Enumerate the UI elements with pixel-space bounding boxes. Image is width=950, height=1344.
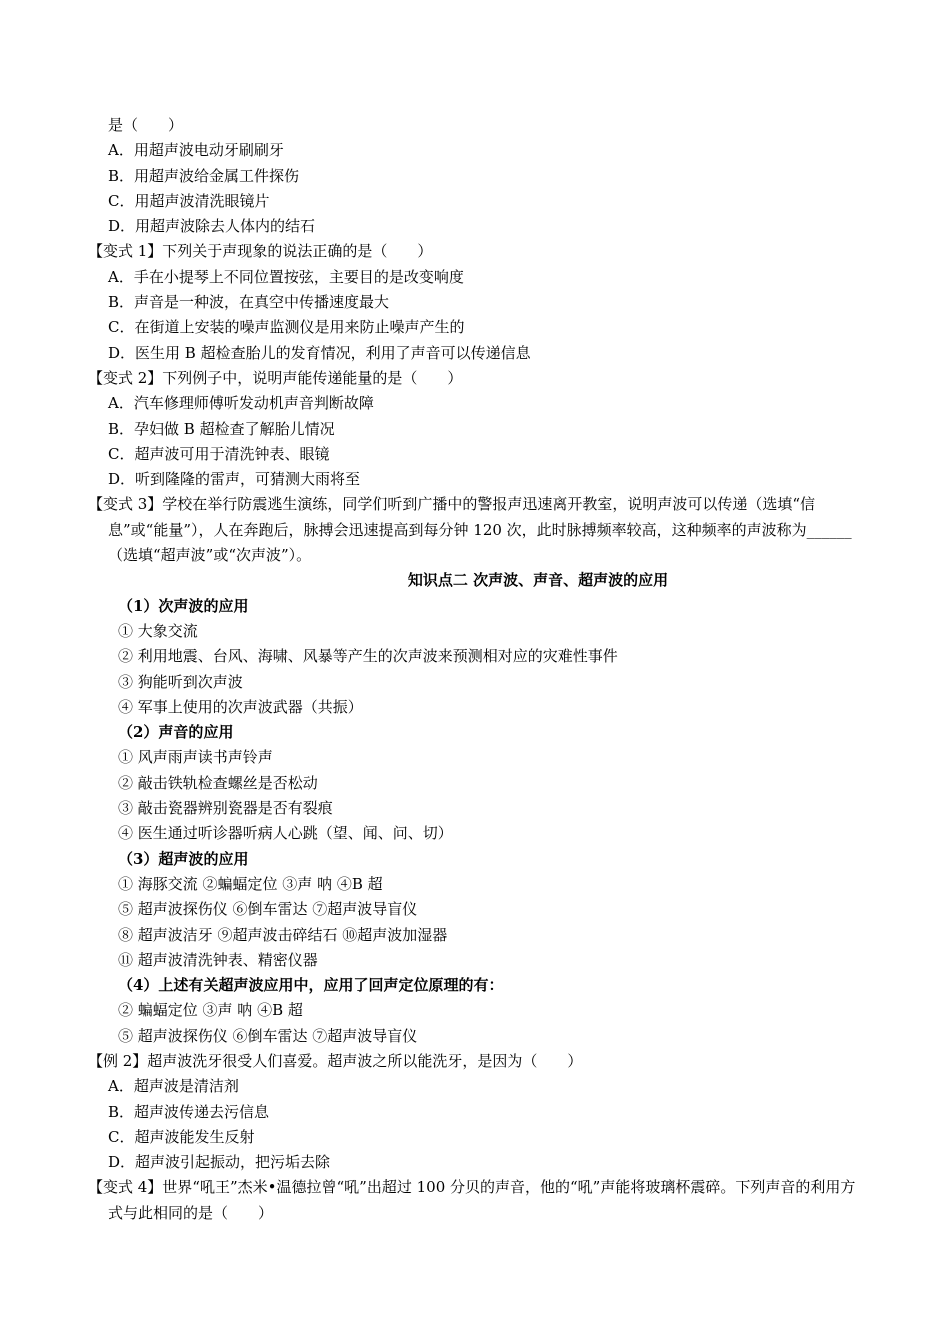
variant-2-stem: 【变式 2】下列例子中，说明声能传递能量的是（ ） [88, 368, 463, 387]
list-item: ② 敲击铁轨检查螺丝是否松动 [118, 773, 318, 792]
option-b: B．声音是一种波，在真空中传播速度最大 [108, 293, 390, 312]
variant-3-paragraph: 【变式 3】学校在举行防震逃生演练，同学们听到广播中的警报声迅速离开教室，说明声波可以传递（选填“信息”或“能量”），人在奔跑后，脉搏会迅速提高到每分钟 120 次，此时脉搏频率较高，这种频率的声波称为______（选填“超声波”或“次声波”）。 [88, 495, 852, 565]
list-item: ② 蝙蝠定位 ③声 呐 ④B 超 [118, 1001, 303, 1020]
document-page [88, 113, 868, 1226]
option-a: A．手在小提琴上不同位置按弦，主要目的是改变响度 [108, 267, 464, 286]
sound-heading: （2）声音的应用 [118, 723, 234, 742]
option-b: B．用超声波给金属工件探伤 [108, 166, 300, 185]
list-item: ④ 医生通过听诊器听病人心跳（望、闻、问、切） [118, 824, 453, 843]
option-a: A．汽车修理师傅听发动机声音判断故障 [108, 394, 374, 413]
option-b: B．孕妇做 B 超检查了解胎儿情况 [108, 419, 335, 438]
list-item: ④ 军事上使用的次声波武器（共振） [118, 697, 363, 716]
list-item: ③ 敲击瓷器辨别瓷器是否有裂痕 [118, 799, 333, 818]
option-c: C．超声波可用于清洗钟表、眼镜 [108, 444, 330, 463]
option-b: B．超声波传递去污信息 [108, 1102, 270, 1121]
question-stem-tail: 是（ ） [108, 116, 184, 134]
list-item: ⑤ 超声波探伤仪 ⑥倒车雷达 ⑦超声波导盲仪 [118, 900, 418, 919]
list-item: ① 大象交流 [118, 621, 198, 640]
infrasound-heading: （1）次声波的应用 [118, 596, 249, 615]
section-title: 知识点二 次声波、声音、超声波的应用 [407, 571, 669, 590]
list-item: ⑧ 超声波洁牙 ⑨超声波击碎结石 ⑩超声波加湿器 [118, 925, 448, 944]
option-d: D．用超声波除去人体内的结石 [108, 217, 316, 236]
option-a: A．超声波是清洁剂 [108, 1077, 239, 1096]
option-c: C．超声波能发生反射 [108, 1127, 255, 1146]
ultrasound-heading: （3）超声波的应用 [118, 849, 249, 868]
list-item: ② 利用地震、台风、海啸、风暴等产生的次声波来预测相对应的灾难性事件 [118, 647, 618, 666]
list-item: ① 海豚交流 ②蝙蝠定位 ③声 呐 ④B 超 [118, 874, 383, 893]
echolocation-heading: （4）上述有关超声波应用中，应用了回声定位原理的有： [118, 976, 504, 995]
list-item: ⑪ 超声波清洗钟表、精密仪器 [118, 950, 318, 969]
variant-1-stem: 【变式 1】下列关于声现象的说法正确的是（ ） [88, 242, 433, 261]
option-c: C．用超声波清洗眼镜片 [108, 191, 270, 210]
list-item: ① 风声雨声读书声铃声 [118, 748, 273, 767]
option-a: A．用超声波电动牙刷刷牙 [108, 141, 284, 160]
variant-4-paragraph: 【变式 4】世界“吼王”杰米•温德拉曾“吼”出超过 100 分贝的声音，他的“吼”声能将玻璃杯震碎。下列声音的利用方式与此相同的是（ ） [88, 1178, 856, 1222]
option-d: D．超声波引起振动，把污垢去除 [108, 1153, 331, 1172]
list-item: ③ 狗能听到次声波 [118, 672, 243, 691]
option-c: C．在街道上安装的噪声监测仪是用来防止噪声产生的 [108, 318, 465, 337]
list-item: ⑤ 超声波探伤仪 ⑥倒车雷达 ⑦超声波导盲仪 [118, 1026, 418, 1045]
option-d: D．医生用 B 超检查胎儿的发育情况，利用了声音可以传递信息 [108, 343, 531, 362]
option-d: D．听到隆隆的雷声，可猜测大雨将至 [108, 470, 361, 489]
example-2-stem: 【例 2】超声波洗牙很受人们喜爱。超声波之所以能洗牙，是因为（ ） [88, 1051, 583, 1070]
